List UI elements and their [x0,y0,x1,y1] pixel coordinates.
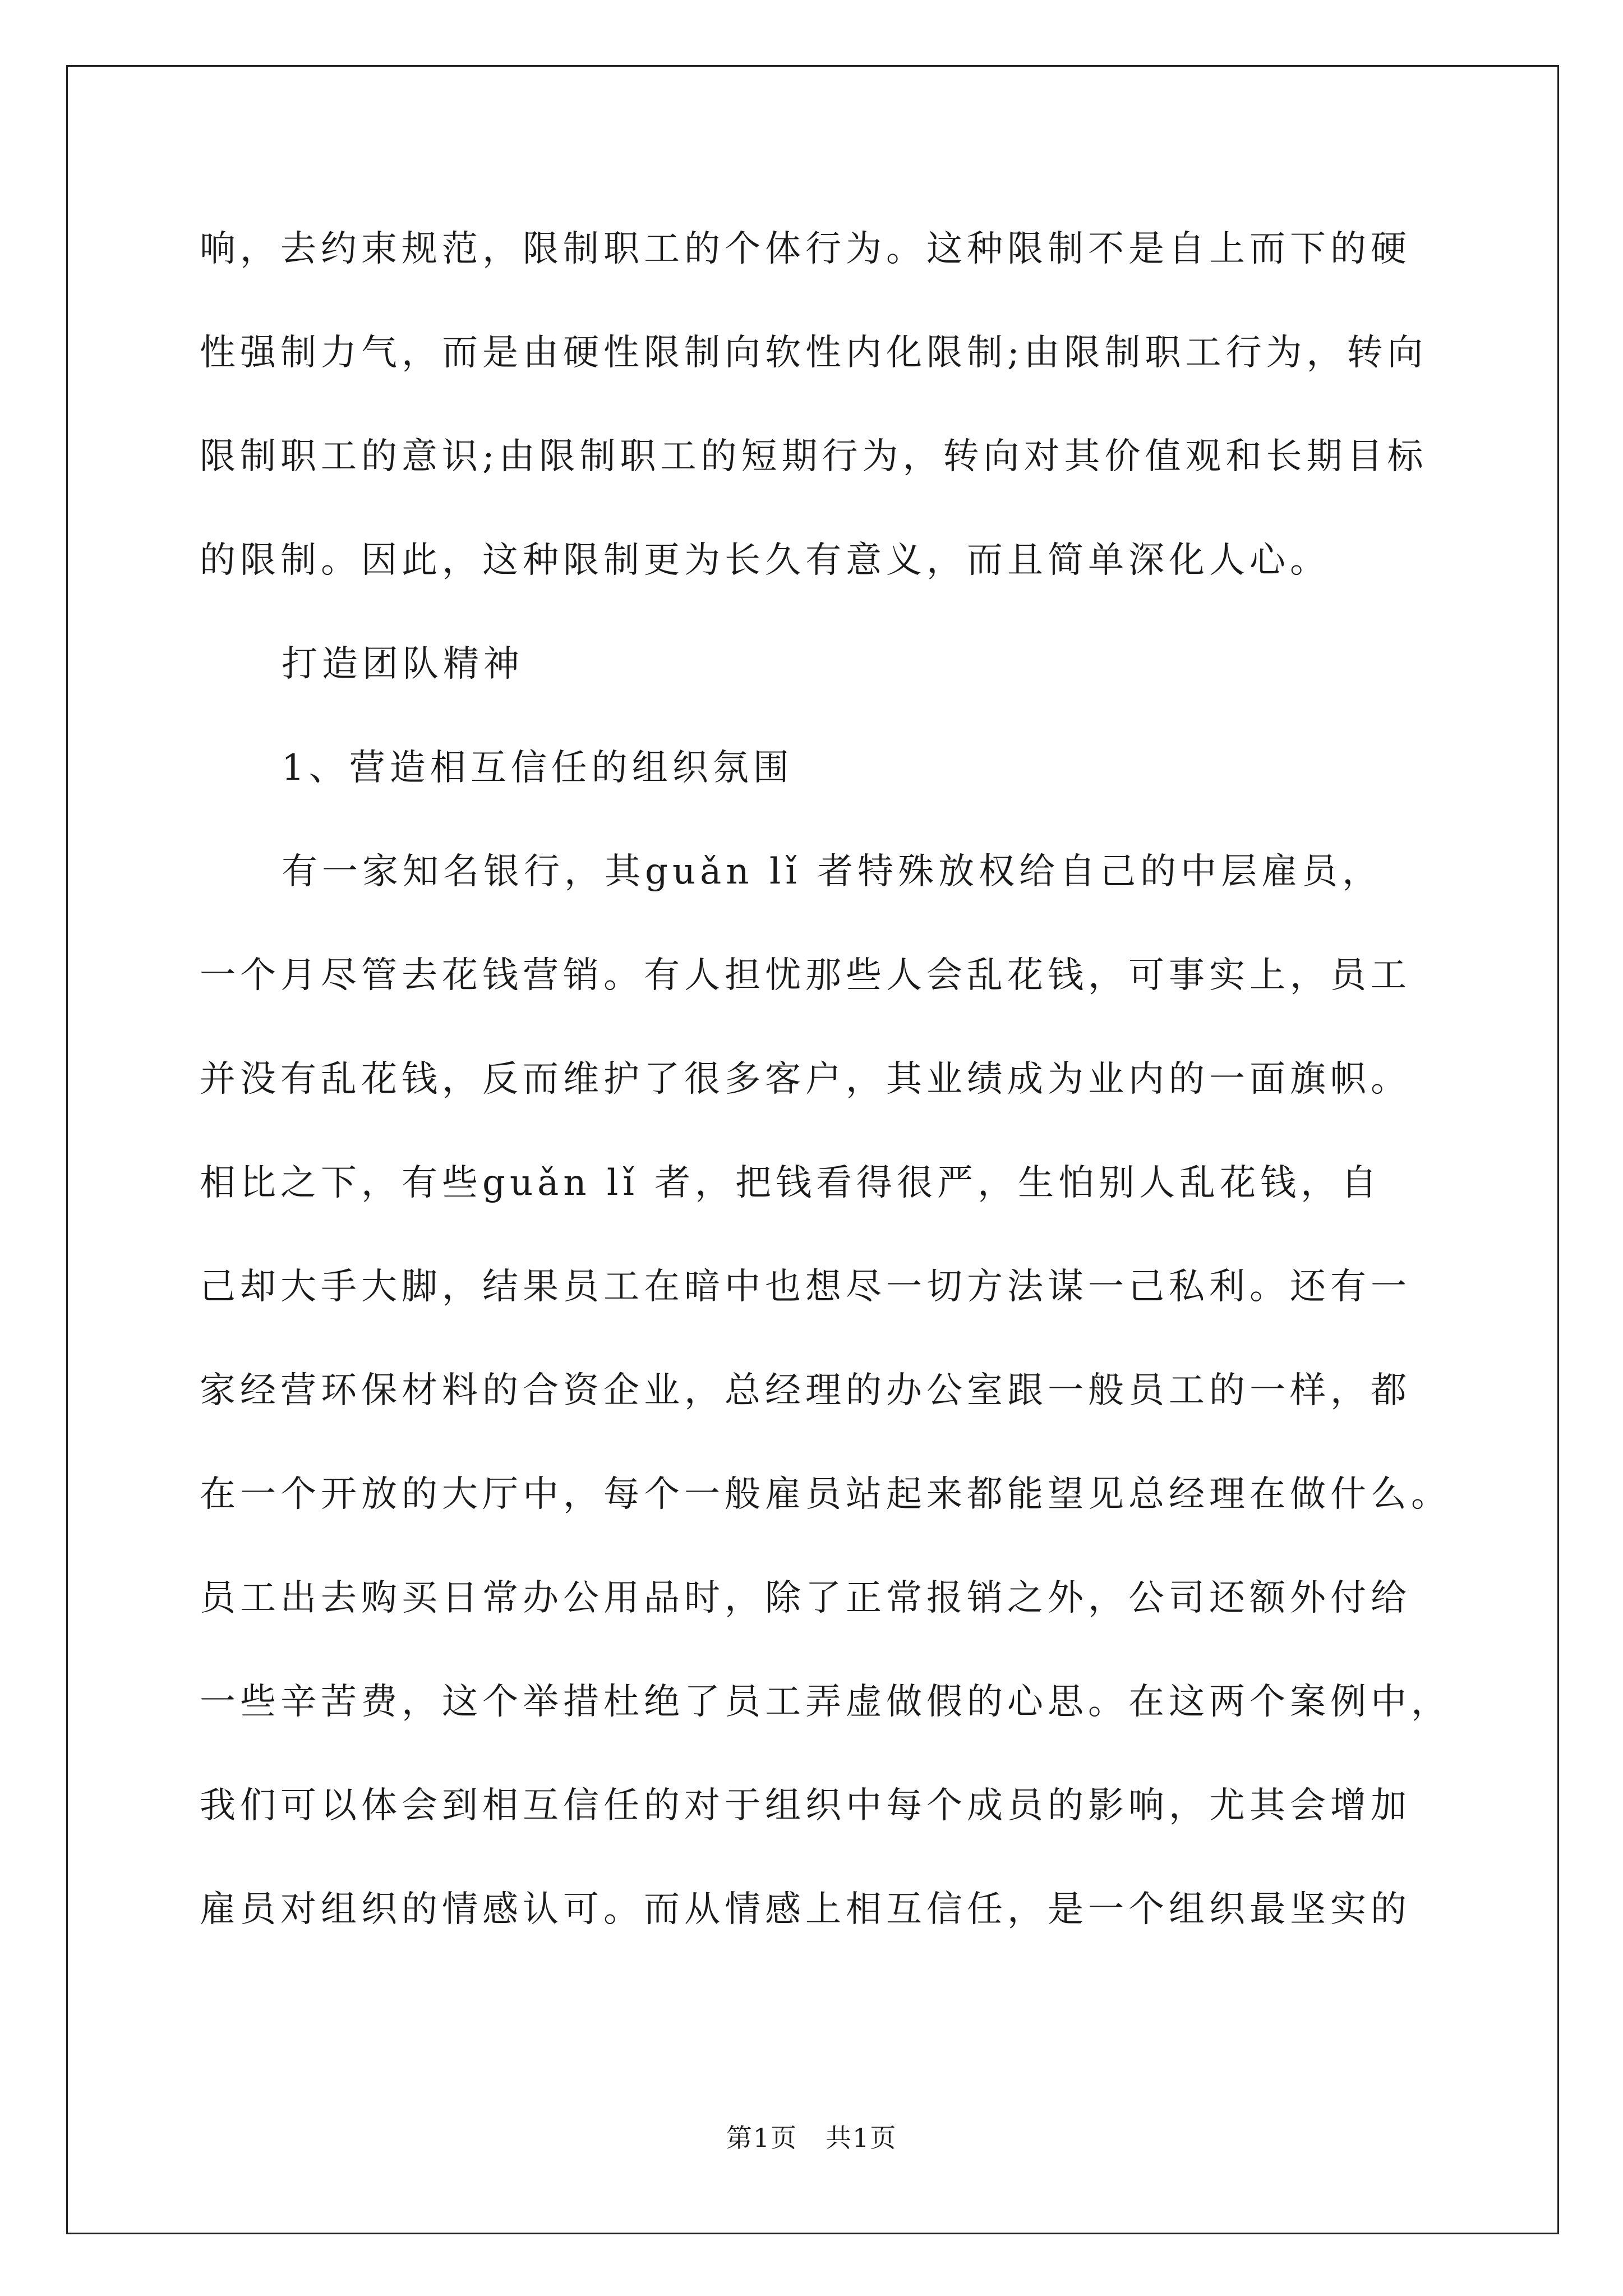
text-line: 一个月尽管去花钱营销。有人担忧那些人会乱花钱，可事实上，员工 [200,955,1411,996]
text-line: 的限制。因此，这种限制更为长久有意义，而且简单深化人心。 [200,540,1330,581]
text-line: 员工出去购买日常办公用品时，除了正常报销之外，公司还额外付给 [200,1577,1411,1619]
page-number: 第1页 [726,2123,797,2153]
text-line: 响，去约束规范，限制职工的个体行为。这种限制不是自上而下的硬 [200,228,1411,270]
paragraph-first-line: 有一家知名银行，其guǎn lǐ 者特殊放权给自己的中层雇员， [282,851,1383,892]
document-body [200,215,1451,1980]
total-pages: 共1页 [826,2123,897,2153]
page-footer [0,2121,1623,2155]
text-line: 在一个开放的大厅中，每个一般雇员站起来都能望见总经理在做什么。 [200,1474,1451,1515]
text-line: 我们可以体会到相互信任的对于组织中每个成员的影响，尤其会增加 [200,1785,1411,1826]
text-line: 己却大手大脚，结果员工在暗中也想尽一切方法谋一己私利。还有一 [200,1266,1411,1308]
subsection-heading: 1、营造相互信任的组织氛围 [282,747,794,789]
section-heading: 打造团队精神 [282,643,524,685]
text-line: 雇员对组织的情感认可。而从情感上相互信任，是一个组织最坚实的 [200,1889,1411,1930]
text-line: 限制职工的意识;由限制职工的短期行为，转向对其价值观和长期目标 [200,436,1428,477]
text-line: 相比之下，有些guǎn lǐ 者，把钱看得很严，生怕别人乱花钱，自 [200,1162,1382,1204]
text-line: 并没有乱花钱，反而维护了很多客户，其业绩成为业内的一面旗帜。 [200,1059,1411,1100]
text-line: 一些辛苦费，这个举措杜绝了员工弄虚做假的心思。在这两个案例中， [200,1681,1451,1723]
text-line: 性强制力气，而是由硬性限制向软性内化限制;由限制职工行为，转向 [200,332,1428,374]
text-line: 家经营环保材料的合资企业，总经理的办公室跟一般员工的一样，都 [200,1370,1411,1411]
